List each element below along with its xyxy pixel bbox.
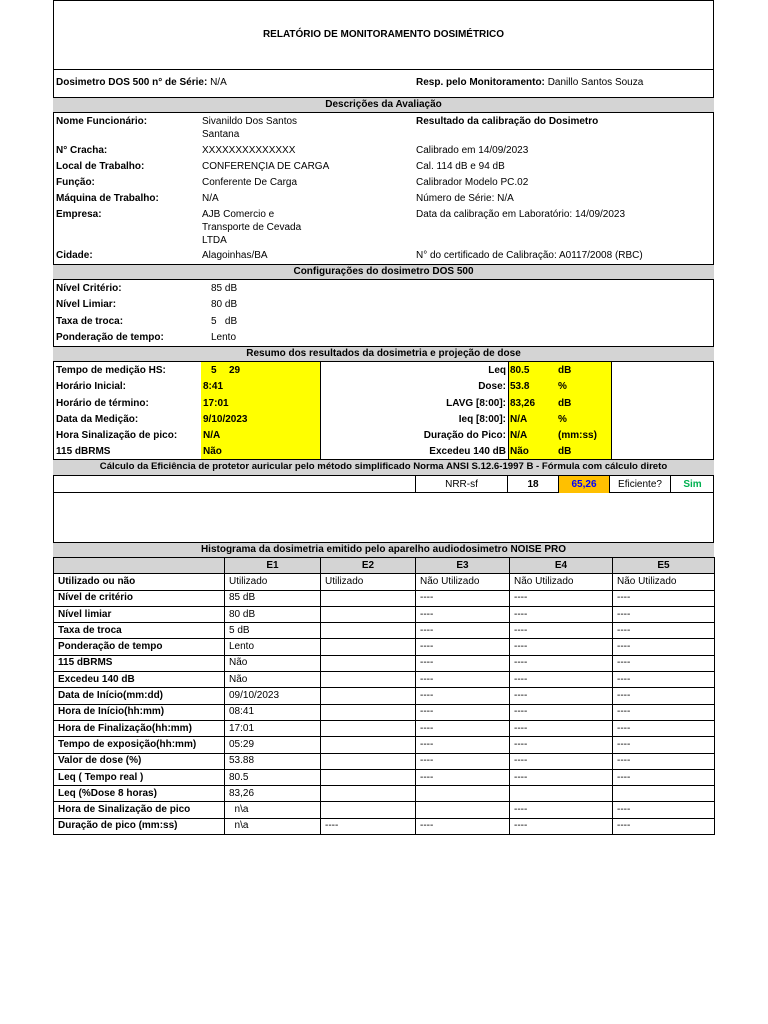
table-cell [321,769,416,785]
resumo-left-yellow [201,362,321,459]
table-row [54,688,715,704]
row-label: Ponderação de tempo [54,639,225,655]
table-row [54,753,715,769]
table-cell: ---- [510,688,613,704]
table-cell: ---- [416,623,510,639]
table-cell [510,786,613,802]
table-row [54,672,715,688]
row-label: Tempo de exposição(hh:mm) [54,737,225,753]
table-cell [321,623,416,639]
eficiente-value: Sim [683,479,702,490]
resp-value: Danillo Santos Souza [547,77,644,88]
blank-area [53,493,714,542]
limiar-value: 80 dB [211,299,238,310]
table-cell: 09/10/2023 [225,688,321,704]
section-descricoes: Descrições da Avaliação [53,97,714,113]
table-cell: ---- [510,704,613,720]
table-row [54,818,715,834]
table-cell: Não Utilizado [416,574,510,590]
table-cell: ---- [613,655,715,671]
eficiente-label: Eficiente? [618,479,662,490]
table-cell: Não Utilizado [510,574,613,590]
empresa-label: Empresa: [56,209,102,220]
lavg-label: LAVG [8:00]: [446,398,506,409]
excedeu-value: Não [510,446,529,457]
section-resumo: Resumo dos resultados da dosimetria e projeção de dose [53,346,714,362]
table-cell [416,786,510,802]
table-cell [416,802,510,818]
table-cell: 05:29 [225,737,321,753]
table-cell: ---- [416,606,510,622]
local-value: CONFERENÇIA DE CARGA [202,161,330,172]
inicio-value: 8:41 [203,381,224,392]
resp-line [416,77,643,89]
table-cell: ---- [613,753,715,769]
histogram-col-header: E5 [613,558,715,574]
table-cell: ---- [613,639,715,655]
dosimetro-serie: N/A [210,77,227,88]
excedeu-label: Excedeu 140 dB [429,446,506,457]
table-cell: n\a [225,802,321,818]
cidade-value: Alagoinhas/BA [202,250,268,261]
table-cell [321,606,416,622]
table-cell: ---- [416,737,510,753]
table-cell: ---- [613,720,715,736]
table-row [54,737,715,753]
table-cell [321,590,416,606]
data-label: Data da Medição: [56,414,139,425]
table-cell: 80 dB [225,606,321,622]
table-cell: Lento [225,639,321,655]
calib-line-3: Calibrador Modelo PC.02 [416,177,529,188]
table-cell: ---- [510,606,613,622]
table-row [54,769,715,785]
histogram-col-header: E4 [510,558,613,574]
section-calculo: Cálculo da Eficiência de protetor auricular pelo método simplificado Norma ANSI S.12.6-1997 B - Fórmula com cálculo direto [53,459,714,476]
calib-line-5: Data da calibração em Laboratório: 14/09/2023 [416,209,626,220]
section-config: Configurações do dosimetro DOS 500 [53,264,714,280]
dose-value: 53.8 [510,381,530,392]
calib-line-2: Cal. 114 dB e 94 dB [416,161,505,172]
table-cell [321,720,416,736]
table-row [54,704,715,720]
table-cell: ---- [321,818,416,834]
leq-value: 80.5 [510,365,530,376]
table-cell [613,786,715,802]
lavg-unit: dB [558,398,572,409]
row-label: Nível de critério [54,590,225,606]
tempo-label: Tempo de medição HS: [56,365,166,376]
table-cell: ---- [510,639,613,655]
table-row [54,606,715,622]
empresa-value-3: LTDA [202,235,227,246]
criterio-label: Nível Critério: [56,283,122,294]
pico-label: Hora Sinalização de pico: [56,430,178,441]
table-cell [321,688,416,704]
table-cell: ---- [416,818,510,834]
table-cell: 53.88 [225,753,321,769]
cracha-label: N° Cracha: [56,145,108,156]
table-cell [321,802,416,818]
report-sheet [53,0,714,1024]
dosimetro-line [56,77,227,89]
ieq-unit: % [558,414,567,425]
row-label: Valor de dose (%) [54,753,225,769]
table-cell: ---- [510,590,613,606]
histogram-col-header: E2 [321,558,416,574]
table-cell: 83,26 [225,786,321,802]
ponderacao-value: Lento [211,332,237,343]
empresa-value-1: AJB Comercio e [202,209,275,220]
nrr-label: NRR-sf [445,479,478,490]
table-cell [321,655,416,671]
excedeu-unit: dB [558,446,572,457]
table-cell: ---- [510,655,613,671]
table-cell: ---- [416,672,510,688]
histogram-col-header: E3 [416,558,510,574]
cidade-label: Cidade: [56,250,93,261]
dbrms-value: Não [203,446,222,457]
table-cell: Utilizado [321,574,416,590]
table-cell [321,639,416,655]
table-cell: ---- [416,590,510,606]
termino-label: Horário de término: [56,398,149,409]
row-label: Leq (%Dose 8 horas) [54,786,225,802]
dbrms-label: 115 dBRMS [56,446,111,457]
table-cell: ---- [510,818,613,834]
dosimetro-label: Dosimetro DOS 500 n° de Série: [56,77,208,88]
table-cell [321,672,416,688]
table-cell: ---- [416,769,510,785]
lavg-value: 83,26 [510,398,536,409]
table-cell: 08:41 [225,704,321,720]
histogram-header-blank [54,558,225,574]
row-label: Hora de Sinalização de pico [54,802,225,818]
table-cell: ---- [613,590,715,606]
tempo-h: 5 [211,365,217,376]
histogram-header-row [54,558,715,574]
dose-unit: % [558,381,567,392]
funcao-value: Conferente De Carga [202,177,298,188]
table-row [54,590,715,606]
table-cell: Não [225,672,321,688]
ponderacao-label: Ponderação de tempo: [56,332,164,343]
report-title: RELATÓRIO DE MONITORAMENTO DOSIMÉTRICO [262,29,505,40]
table-row [54,639,715,655]
calib-title: Resultado da calibração do Dosimetro [416,116,599,127]
termino-value: 17:01 [203,398,229,409]
calib-line-6: N° do certificado de Calibração: A0117/2008 (RBC) [416,250,643,261]
table-row [54,623,715,639]
table-cell: ---- [510,769,613,785]
table-cell: 80.5 [225,769,321,785]
table-cell: ---- [510,753,613,769]
data-value: 9/10/2023 [203,414,248,425]
troca-label: Taxa de troca: [56,316,124,327]
table-cell: 85 dB [225,590,321,606]
row-label: Taxa de troca [54,623,225,639]
table-row [54,574,715,590]
table-cell: ---- [613,623,715,639]
row-label: Data de Início(mm:dd) [54,688,225,704]
calib-line-1: Calibrado em 14/09/2023 [416,145,529,156]
table-row [54,802,715,818]
pico-value: N/A [203,430,221,441]
table-cell: 5 dB [225,623,321,639]
row-label: Leq ( Tempo real ) [54,769,225,785]
nome-label: Nome Funcionário: [56,116,148,127]
table-cell: ---- [416,704,510,720]
histogram-table [53,557,715,835]
table-cell: ---- [416,753,510,769]
table-cell: ---- [613,704,715,720]
local-label: Local de Trabalho: [56,161,145,172]
table-cell: Utilizado [225,574,321,590]
table-cell: ---- [613,802,715,818]
table-cell: ---- [613,818,715,834]
cracha-value: XXXXXXXXXXXXXX [202,145,296,156]
table-cell: ---- [416,720,510,736]
table-cell: 17:01 [225,720,321,736]
duracao-label: Duração do Pico: [423,430,506,441]
table-cell [321,704,416,720]
ieq-label: Ieq [8:00]: [458,414,506,425]
table-cell: ---- [416,688,510,704]
limiar-label: Nível Limiar: [56,299,117,310]
criterio-value: 85 dB [211,283,238,294]
table-cell [321,786,416,802]
row-label: Duração de pico (mm:ss) [54,818,225,834]
table-cell [321,737,416,753]
table-cell: ---- [613,606,715,622]
nome-value-1: Sivanildo Dos Santos [202,116,298,127]
table-cell: ---- [613,769,715,785]
table-cell: ---- [510,802,613,818]
troca-value: 5 dB [211,316,238,327]
leq-label: Leq [488,365,506,376]
empresa-value-2: Transporte de Cevada [202,222,302,233]
row-label: Excedeu 140 dB [54,672,225,688]
table-cell: ---- [613,688,715,704]
calib-line-4: Número de Série: N/A [416,193,514,204]
duracao-value: N/A [510,430,528,441]
resp-label: Resp. pelo Monitoramento: [416,77,545,88]
table-cell: Não Utilizado [613,574,715,590]
table-row [54,655,715,671]
table-row [54,720,715,736]
row-label: Utilizado ou não [54,574,225,590]
nrr-value: 18 [527,479,539,490]
dose-label: Dose: [478,381,506,392]
inicio-label: Horário Inicial: [56,381,127,392]
histogram-col-header: E1 [225,558,321,574]
nrr-result: 65,26 [571,479,597,490]
row-label: 115 dBRMS [54,655,225,671]
table-cell: ---- [613,672,715,688]
table-cell: ---- [613,737,715,753]
nome-value-2: Santana [202,129,240,140]
table-cell: ---- [510,720,613,736]
table-cell: ---- [510,623,613,639]
row-label: Nível limiar [54,606,225,622]
row-label: Hora de Início(hh:mm) [54,704,225,720]
table-cell: n\a [225,818,321,834]
maquina-label: Máquina de Trabalho: [56,193,159,204]
table-cell [321,753,416,769]
tempo-m: 29 [229,365,241,376]
table-cell: ---- [416,639,510,655]
row-label: Hora de Finalização(hh:mm) [54,720,225,736]
table-row [54,786,715,802]
table-cell: ---- [510,737,613,753]
section-histograma: Histograma da dosimetria emitido pelo aparelho audiodosimetro NOISE PRO [53,542,714,558]
table-cell: ---- [416,655,510,671]
leq-unit: dB [558,365,572,376]
duracao-unit: (mm:ss) [558,430,597,441]
funcao-label: Função: [56,177,95,188]
ieq-value: N/A [510,414,528,425]
table-cell: Não [225,655,321,671]
maquina-value: N/A [202,193,219,204]
table-cell: ---- [510,672,613,688]
